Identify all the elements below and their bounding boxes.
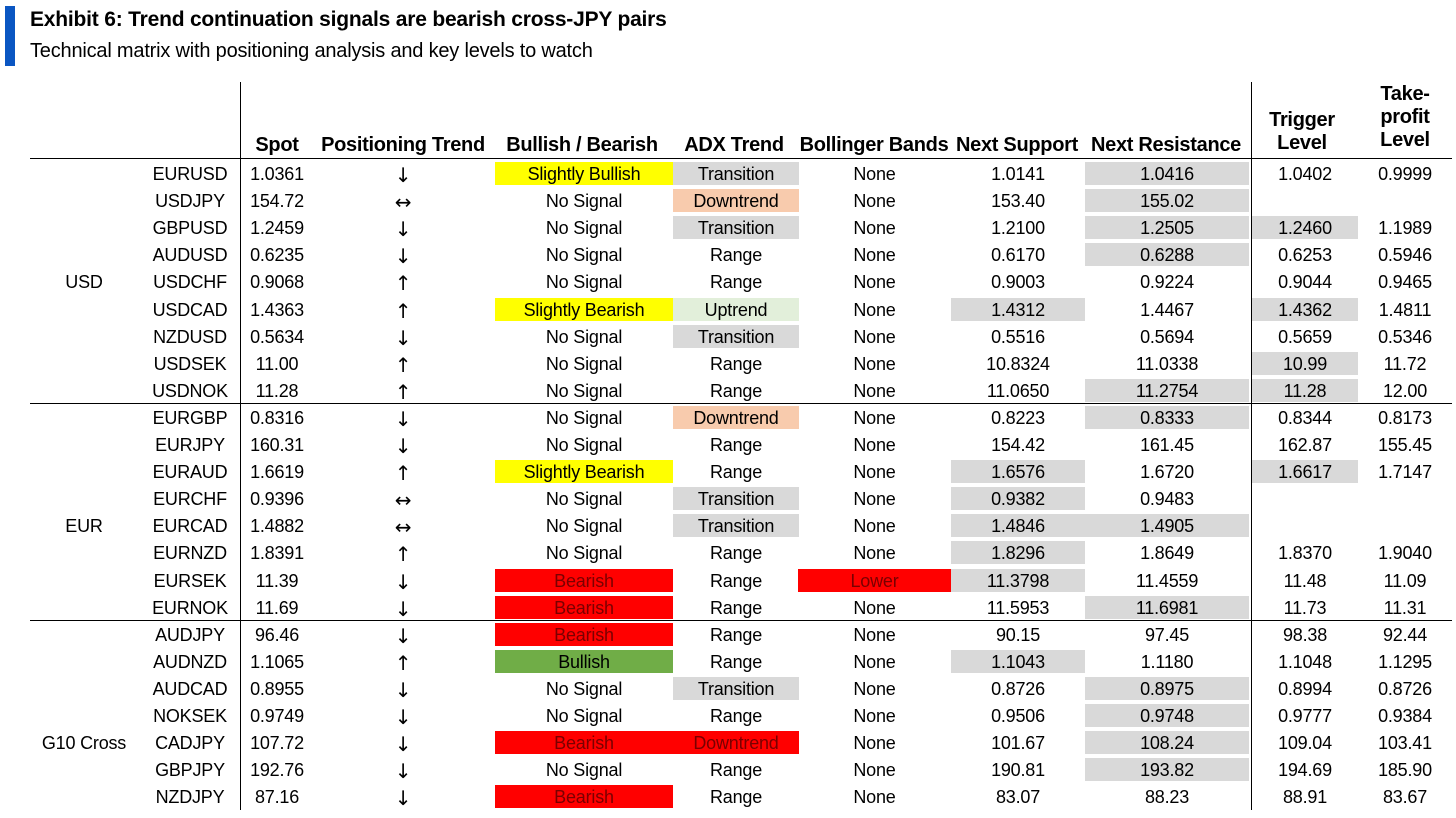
positioning-trend-arrow: ↓ bbox=[394, 406, 412, 431]
table-row bbox=[0, 160, 1456, 187]
table-row bbox=[0, 485, 1456, 512]
table-row bbox=[0, 350, 1456, 377]
next-resistance-cell: 0.9483 bbox=[1140, 489, 1194, 510]
trigger-level-cell bbox=[1252, 487, 1358, 510]
bollinger-bands-cell: None bbox=[853, 191, 896, 212]
next-support-cell: 0.9506 bbox=[991, 706, 1045, 726]
take-profit-level-cell: 155.45 bbox=[1378, 435, 1432, 455]
adx-trend-cell: Range bbox=[709, 570, 763, 591]
adx-trend-cell: Range bbox=[709, 435, 763, 455]
bollinger-bands-cell: None bbox=[853, 299, 896, 320]
trigger-level-cell: 194.69 bbox=[1278, 760, 1332, 781]
bollinger-bands-cell: None bbox=[853, 164, 896, 184]
next-support-cell: 90.15 bbox=[995, 624, 1041, 645]
positioning-trend-arrow: ↓ bbox=[394, 596, 412, 621]
next-support-cell: 154.42 bbox=[991, 435, 1045, 455]
next-resistance-cell: 155.02 bbox=[1085, 189, 1249, 212]
bollinger-bands-cell: None bbox=[853, 624, 896, 645]
spot-cell: 192.76 bbox=[250, 760, 304, 781]
next-support-cell: 83.07 bbox=[995, 787, 1041, 808]
take-profit-level-cell: 0.9999 bbox=[1378, 164, 1432, 184]
header-next-support: Next Support bbox=[956, 134, 1078, 156]
bullish-bearish-cell: Bearish bbox=[495, 731, 673, 754]
spot-cell: 1.4882 bbox=[250, 516, 304, 537]
adx-trend-cell: Range bbox=[709, 380, 763, 401]
adx-trend-cell: Transition bbox=[673, 677, 799, 700]
pair-cell: EURSEK bbox=[153, 570, 227, 591]
spot-cell: 87.16 bbox=[254, 787, 300, 808]
positioning-trend-arrow: ↓ bbox=[394, 163, 412, 187]
next-support-cell: 0.9382 bbox=[951, 487, 1085, 510]
table-row bbox=[0, 214, 1456, 241]
positioning-trend-arrow: ↑ bbox=[394, 298, 412, 323]
spot-cell: 11.28 bbox=[255, 380, 299, 401]
take-profit-level-cell: 1.9040 bbox=[1378, 543, 1432, 564]
pair-cell: NZDUSD bbox=[153, 326, 227, 347]
bullish-bearish-cell: No Signal bbox=[545, 353, 623, 374]
adx-trend-cell: Downtrend bbox=[673, 189, 799, 212]
table-row bbox=[0, 296, 1456, 323]
next-resistance-cell: 11.2754 bbox=[1085, 379, 1249, 402]
adx-trend-cell: Range bbox=[709, 597, 763, 618]
trigger-level-cell: 1.6617 bbox=[1252, 460, 1358, 483]
adx-trend-cell: Range bbox=[709, 462, 763, 483]
table-row bbox=[0, 702, 1456, 729]
group-label: G10 Cross bbox=[41, 732, 127, 753]
bollinger-bands-cell: None bbox=[853, 543, 896, 564]
table-row bbox=[0, 783, 1456, 810]
pair-cell: USDSEK bbox=[153, 353, 227, 374]
next-support-cell: 11.5953 bbox=[986, 597, 1050, 618]
take-profit-level-cell bbox=[1360, 487, 1450, 510]
exhibit-title: Exhibit 6: Trend continuation signals are bearish cross-JPY pairs bbox=[30, 8, 667, 31]
next-support-cell: 0.8223 bbox=[991, 407, 1045, 428]
adx-trend-cell: Transition bbox=[673, 325, 799, 348]
bullish-bearish-cell: No Signal bbox=[545, 706, 623, 726]
take-profit-level-cell: 185.90 bbox=[1378, 760, 1432, 781]
take-profit-level-cell bbox=[1360, 189, 1450, 212]
trigger-level-cell: 1.0402 bbox=[1278, 164, 1332, 184]
next-resistance-cell: 97.45 bbox=[1144, 624, 1190, 645]
positioning-trend-arrow: ↓ bbox=[394, 325, 412, 350]
take-profit-level-cell: 0.9465 bbox=[1378, 272, 1432, 293]
spot-cell: 160.31 bbox=[250, 435, 304, 455]
adx-trend-cell: Range bbox=[709, 245, 763, 266]
next-support-cell: 1.4846 bbox=[951, 514, 1085, 537]
spot-cell: 1.6619 bbox=[250, 462, 304, 483]
bollinger-bands-cell: None bbox=[853, 326, 896, 347]
trigger-level-cell: 88.91 bbox=[1282, 787, 1328, 808]
adx-trend-cell: Range bbox=[709, 787, 763, 808]
bullish-bearish-cell: Bearish bbox=[495, 596, 673, 619]
positioning-trend-arrow: ↔ bbox=[394, 190, 412, 215]
pair-cell: USDNOK bbox=[152, 380, 228, 401]
take-profit-level-cell: 0.9384 bbox=[1378, 706, 1432, 726]
bollinger-bands-cell: None bbox=[853, 760, 896, 781]
next-support-cell: 1.2100 bbox=[991, 218, 1045, 239]
group-label: USD bbox=[65, 271, 103, 292]
bullish-bearish-cell: Slightly Bearish bbox=[495, 460, 673, 483]
spot-cell: 0.9068 bbox=[250, 272, 304, 293]
next-support-cell: 0.9003 bbox=[991, 272, 1045, 293]
bullish-bearish-cell: No Signal bbox=[545, 191, 623, 212]
adx-trend-cell: Transition bbox=[673, 514, 799, 537]
accent-bar bbox=[5, 6, 15, 66]
adx-trend-cell: Range bbox=[709, 651, 763, 672]
table-row bbox=[0, 648, 1456, 675]
adx-trend-cell: Range bbox=[709, 624, 763, 645]
positioning-trend-arrow: ↓ bbox=[394, 434, 412, 458]
next-resistance-cell: 1.0416 bbox=[1085, 162, 1249, 185]
positioning-trend-arrow: ↓ bbox=[394, 759, 412, 784]
adx-trend-cell: Downtrend bbox=[673, 731, 799, 754]
next-support-cell: 10.8324 bbox=[986, 353, 1050, 374]
positioning-trend-arrow: ↓ bbox=[394, 569, 412, 594]
pair-cell: NZDJPY bbox=[155, 787, 225, 808]
positioning-trend-arrow: ↑ bbox=[394, 650, 412, 675]
table-row bbox=[0, 241, 1456, 268]
bollinger-bands-cell: Lower bbox=[798, 569, 951, 592]
next-support-cell: 153.40 bbox=[991, 191, 1045, 212]
bollinger-bands-cell: None bbox=[853, 706, 896, 726]
divider-header bbox=[30, 158, 1452, 159]
next-support-cell: 190.81 bbox=[991, 760, 1045, 781]
bullish-bearish-cell: Slightly Bearish bbox=[495, 298, 673, 321]
positioning-trend-arrow: ↔ bbox=[394, 488, 412, 513]
bollinger-bands-cell: None bbox=[853, 462, 896, 483]
pair-cell: AUDJPY bbox=[155, 624, 225, 645]
next-resistance-cell: 1.6720 bbox=[1140, 462, 1194, 483]
spot-cell: 11.00 bbox=[255, 353, 299, 374]
trigger-level-cell: 11.28 bbox=[1252, 379, 1358, 402]
trigger-level-cell: 162.87 bbox=[1278, 435, 1332, 455]
next-resistance-cell: 0.8333 bbox=[1085, 406, 1249, 429]
bollinger-bands-cell: None bbox=[853, 597, 896, 618]
table-row bbox=[0, 729, 1456, 756]
trigger-level-cell bbox=[1252, 189, 1358, 212]
next-support-cell: 1.1043 bbox=[951, 650, 1085, 673]
table-row bbox=[0, 323, 1456, 350]
bullish-bearish-cell: Slightly Bullish bbox=[495, 162, 673, 185]
next-support-cell: 0.5516 bbox=[991, 326, 1045, 347]
bollinger-bands-cell: None bbox=[853, 435, 896, 455]
trigger-level-cell: 11.48 bbox=[1283, 570, 1327, 591]
pair-cell: NOKSEK bbox=[153, 706, 227, 726]
adx-trend-cell: Range bbox=[709, 272, 763, 293]
trigger-level-cell: 0.9044 bbox=[1278, 272, 1332, 293]
next-resistance-cell: 0.9224 bbox=[1140, 272, 1194, 293]
bollinger-bands-cell: None bbox=[853, 218, 896, 239]
adx-trend-cell: Uptrend bbox=[673, 298, 799, 321]
next-resistance-cell: 1.8649 bbox=[1140, 543, 1194, 564]
spot-cell: 0.6235 bbox=[250, 245, 304, 266]
take-profit-level-cell: 92.44 bbox=[1382, 624, 1428, 645]
spot-cell: 11.39 bbox=[255, 570, 299, 591]
trigger-level-cell: 109.04 bbox=[1278, 733, 1332, 754]
positioning-trend-arrow: ↑ bbox=[394, 352, 412, 377]
pair-cell: USDJPY bbox=[155, 191, 225, 212]
bollinger-bands-cell: None bbox=[853, 489, 896, 510]
take-profit-level-cell: 0.8173 bbox=[1378, 407, 1432, 428]
next-resistance-cell: 1.1180 bbox=[1140, 651, 1194, 672]
pair-cell: AUDCAD bbox=[152, 678, 228, 699]
spot-cell: 0.5634 bbox=[250, 326, 304, 347]
table-row bbox=[0, 512, 1456, 539]
pair-cell: EURAUD bbox=[152, 462, 228, 483]
pair-cell: CADJPY bbox=[155, 733, 225, 754]
table-row bbox=[0, 675, 1456, 702]
positioning-trend-arrow: ↔ bbox=[394, 515, 412, 540]
bullish-bearish-cell: No Signal bbox=[545, 678, 623, 699]
adx-trend-cell: Transition bbox=[673, 216, 799, 239]
take-profit-level-cell: 11.09 bbox=[1383, 570, 1427, 591]
header-spot: Spot bbox=[255, 134, 299, 156]
pair-cell: EURCAD bbox=[152, 516, 228, 537]
take-profit-level-cell: 1.4811 bbox=[1378, 299, 1432, 320]
next-support-cell: 1.0141 bbox=[991, 164, 1045, 184]
bollinger-bands-cell: None bbox=[853, 272, 896, 293]
take-profit-level-cell: 0.5346 bbox=[1378, 326, 1432, 347]
pair-cell: USDCHF bbox=[153, 272, 227, 293]
bullish-bearish-cell: No Signal bbox=[545, 326, 623, 347]
bullish-bearish-cell: Bullish bbox=[495, 650, 673, 673]
next-support-cell: 0.8726 bbox=[991, 678, 1045, 699]
bullish-bearish-cell: No Signal bbox=[545, 435, 623, 455]
spot-cell: 154.72 bbox=[250, 191, 304, 212]
next-support-cell: 101.67 bbox=[991, 733, 1045, 754]
bollinger-bands-cell: None bbox=[853, 380, 896, 401]
bullish-bearish-cell: No Signal bbox=[545, 218, 623, 239]
bollinger-bands-cell: None bbox=[853, 651, 896, 672]
take-profit-level-cell: 0.5946 bbox=[1378, 245, 1432, 266]
adx-trend-cell: Range bbox=[709, 706, 763, 726]
adx-trend-cell: Range bbox=[709, 353, 763, 374]
next-support-cell: 0.6170 bbox=[991, 245, 1045, 266]
bollinger-bands-cell: None bbox=[853, 733, 896, 754]
table-row bbox=[0, 268, 1456, 295]
header-trigger-level: Trigger Level bbox=[1269, 109, 1335, 154]
positioning-trend-arrow: ↓ bbox=[394, 217, 412, 242]
take-profit-level-cell: 1.1295 bbox=[1378, 651, 1432, 672]
bullish-bearish-cell: No Signal bbox=[545, 516, 623, 537]
spot-cell: 0.9749 bbox=[250, 706, 304, 726]
spot-cell: 107.72 bbox=[250, 733, 304, 754]
next-resistance-cell: 88.23 bbox=[1144, 787, 1190, 808]
adx-trend-cell: Range bbox=[709, 543, 763, 564]
take-profit-level-cell: 1.7147 bbox=[1378, 462, 1432, 483]
pair-cell: GBPUSD bbox=[152, 218, 228, 239]
bollinger-bands-cell: None bbox=[853, 516, 896, 537]
next-resistance-cell: 0.5694 bbox=[1140, 326, 1194, 347]
bullish-bearish-cell: Bearish bbox=[495, 785, 673, 808]
bullish-bearish-cell: No Signal bbox=[545, 407, 623, 428]
next-resistance-cell: 11.0338 bbox=[1135, 353, 1199, 374]
trigger-level-cell: 0.8994 bbox=[1278, 678, 1332, 699]
next-resistance-cell: 11.4559 bbox=[1135, 570, 1199, 591]
bollinger-bands-cell: None bbox=[853, 787, 896, 808]
table-row bbox=[0, 621, 1456, 648]
take-profit-level-cell: 11.72 bbox=[1383, 353, 1427, 374]
positioning-trend-arrow: ↓ bbox=[394, 623, 412, 648]
next-support-cell: 11.3798 bbox=[951, 569, 1085, 592]
exhibit-subtitle: Technical matrix with positioning analysis and key levels to watch bbox=[30, 40, 593, 62]
next-resistance-cell: 1.2505 bbox=[1085, 216, 1249, 239]
next-resistance-cell: 108.24 bbox=[1085, 731, 1249, 754]
pair-cell: EURJPY bbox=[155, 435, 225, 455]
table-row bbox=[0, 567, 1456, 594]
positioning-trend-arrow: ↓ bbox=[394, 786, 412, 811]
trigger-level-cell: 1.1048 bbox=[1278, 651, 1332, 672]
table-row bbox=[0, 539, 1456, 566]
bullish-bearish-cell: No Signal bbox=[545, 489, 623, 510]
positioning-trend-arrow: ↑ bbox=[394, 271, 412, 296]
bullish-bearish-cell: Bearish bbox=[495, 569, 673, 592]
spot-cell: 0.9396 bbox=[250, 489, 304, 510]
bullish-bearish-cell: Bearish bbox=[495, 623, 673, 646]
pair-cell: AUDNZD bbox=[153, 651, 227, 672]
table-row bbox=[0, 187, 1456, 214]
adx-trend-cell: Range bbox=[709, 760, 763, 781]
table-row bbox=[0, 756, 1456, 783]
table-row bbox=[0, 431, 1456, 458]
bullish-bearish-cell: No Signal bbox=[545, 380, 623, 401]
bullish-bearish-cell: No Signal bbox=[545, 543, 623, 564]
positioning-trend-arrow: ↓ bbox=[394, 732, 412, 757]
next-resistance-cell: 161.45 bbox=[1140, 435, 1194, 455]
take-profit-level-cell: 11.31 bbox=[1383, 597, 1427, 618]
positioning-trend-arrow: ↓ bbox=[394, 677, 412, 702]
trigger-level-cell: 0.5659 bbox=[1278, 326, 1332, 347]
take-profit-level-cell: 83.67 bbox=[1382, 787, 1428, 808]
table-row bbox=[0, 377, 1456, 404]
positioning-trend-arrow: ↓ bbox=[394, 705, 412, 729]
take-profit-level-cell: 1.1989 bbox=[1378, 218, 1432, 239]
next-resistance-cell: 11.6981 bbox=[1085, 596, 1249, 619]
pair-cell: EURNOK bbox=[152, 597, 228, 618]
next-support-cell: 1.4312 bbox=[951, 298, 1085, 321]
pair-cell: USDCAD bbox=[152, 299, 228, 320]
trigger-level-cell: 0.8344 bbox=[1278, 407, 1332, 428]
bullish-bearish-cell: No Signal bbox=[545, 245, 623, 266]
adx-trend-cell: Transition bbox=[673, 162, 799, 185]
take-profit-level-cell: 12.00 bbox=[1382, 380, 1428, 401]
next-support-cell: 11.0650 bbox=[986, 380, 1050, 401]
next-resistance-cell: 0.9748 bbox=[1085, 704, 1249, 727]
table-row bbox=[0, 458, 1456, 485]
positioning-trend-arrow: ↑ bbox=[394, 379, 412, 404]
pair-cell: GBPJPY bbox=[155, 760, 225, 781]
pair-cell: AUDUSD bbox=[152, 245, 228, 266]
bullish-bearish-cell: No Signal bbox=[545, 272, 623, 293]
spot-cell: 1.0361 bbox=[250, 164, 304, 184]
pair-cell: EURUSD bbox=[152, 164, 228, 184]
next-resistance-cell: 193.82 bbox=[1085, 758, 1249, 781]
trigger-level-cell: 98.38 bbox=[1282, 624, 1328, 645]
spot-cell: 1.1065 bbox=[250, 651, 304, 672]
header-bollinger-bands: Bollinger Bands bbox=[799, 134, 949, 156]
spot-cell: 1.8391 bbox=[250, 543, 304, 564]
header-positioning-trend: Positioning Trend bbox=[321, 134, 485, 156]
trigger-level-cell: 1.8370 bbox=[1278, 543, 1332, 564]
group-label: EUR bbox=[65, 515, 103, 536]
next-support-cell: 1.8296 bbox=[951, 541, 1085, 564]
spot-cell: 1.2459 bbox=[250, 218, 304, 239]
bollinger-bands-cell: None bbox=[853, 353, 896, 374]
next-support-cell: 1.6576 bbox=[951, 460, 1085, 483]
trigger-level-cell: 0.6253 bbox=[1278, 245, 1332, 266]
spot-cell: 0.8955 bbox=[250, 678, 304, 699]
header-bullish-bearish: Bullish / Bearish bbox=[506, 134, 658, 156]
trigger-level-cell: 1.2460 bbox=[1252, 216, 1358, 239]
trigger-level-cell: 11.73 bbox=[1283, 597, 1327, 618]
spot-cell: 0.8316 bbox=[250, 407, 304, 428]
spot-cell: 96.46 bbox=[254, 624, 300, 645]
positioning-trend-arrow: ↑ bbox=[394, 542, 412, 567]
trigger-level-cell bbox=[1252, 514, 1358, 537]
header-take-profit-level: Take-profit Level bbox=[1380, 83, 1430, 151]
take-profit-level-cell bbox=[1360, 514, 1450, 537]
pair-cell: EURGBP bbox=[152, 407, 228, 428]
bollinger-bands-cell: None bbox=[853, 407, 896, 428]
adx-trend-cell: Transition bbox=[673, 487, 799, 510]
spot-cell: 11.69 bbox=[255, 597, 299, 618]
take-profit-level-cell: 103.41 bbox=[1378, 733, 1432, 754]
take-profit-level-cell: 0.8726 bbox=[1378, 678, 1432, 699]
next-resistance-cell: 0.6288 bbox=[1085, 243, 1249, 266]
next-resistance-cell: 1.4905 bbox=[1085, 514, 1249, 537]
next-resistance-cell: 0.8975 bbox=[1085, 677, 1249, 700]
trigger-level-cell: 10.99 bbox=[1252, 352, 1358, 375]
bollinger-bands-cell: None bbox=[853, 245, 896, 266]
table-row bbox=[0, 594, 1456, 621]
trigger-level-cell: 0.9777 bbox=[1278, 706, 1332, 726]
bollinger-bands-cell: None bbox=[853, 678, 896, 699]
bullish-bearish-cell: No Signal bbox=[545, 760, 623, 781]
table-row bbox=[0, 404, 1456, 431]
header-adx-trend: ADX Trend bbox=[684, 134, 784, 156]
header-next-resistance: Next Resistance bbox=[1090, 134, 1242, 156]
next-resistance-cell: 1.4467 bbox=[1140, 299, 1194, 320]
pair-cell: EURCHF bbox=[153, 489, 227, 510]
pair-cell: EURNZD bbox=[153, 543, 227, 564]
positioning-trend-arrow: ↓ bbox=[394, 244, 412, 269]
positioning-trend-arrow: ↑ bbox=[394, 461, 412, 486]
trigger-level-cell: 1.4362 bbox=[1252, 298, 1358, 321]
spot-cell: 1.4363 bbox=[250, 299, 304, 320]
adx-trend-cell: Downtrend bbox=[673, 406, 799, 429]
